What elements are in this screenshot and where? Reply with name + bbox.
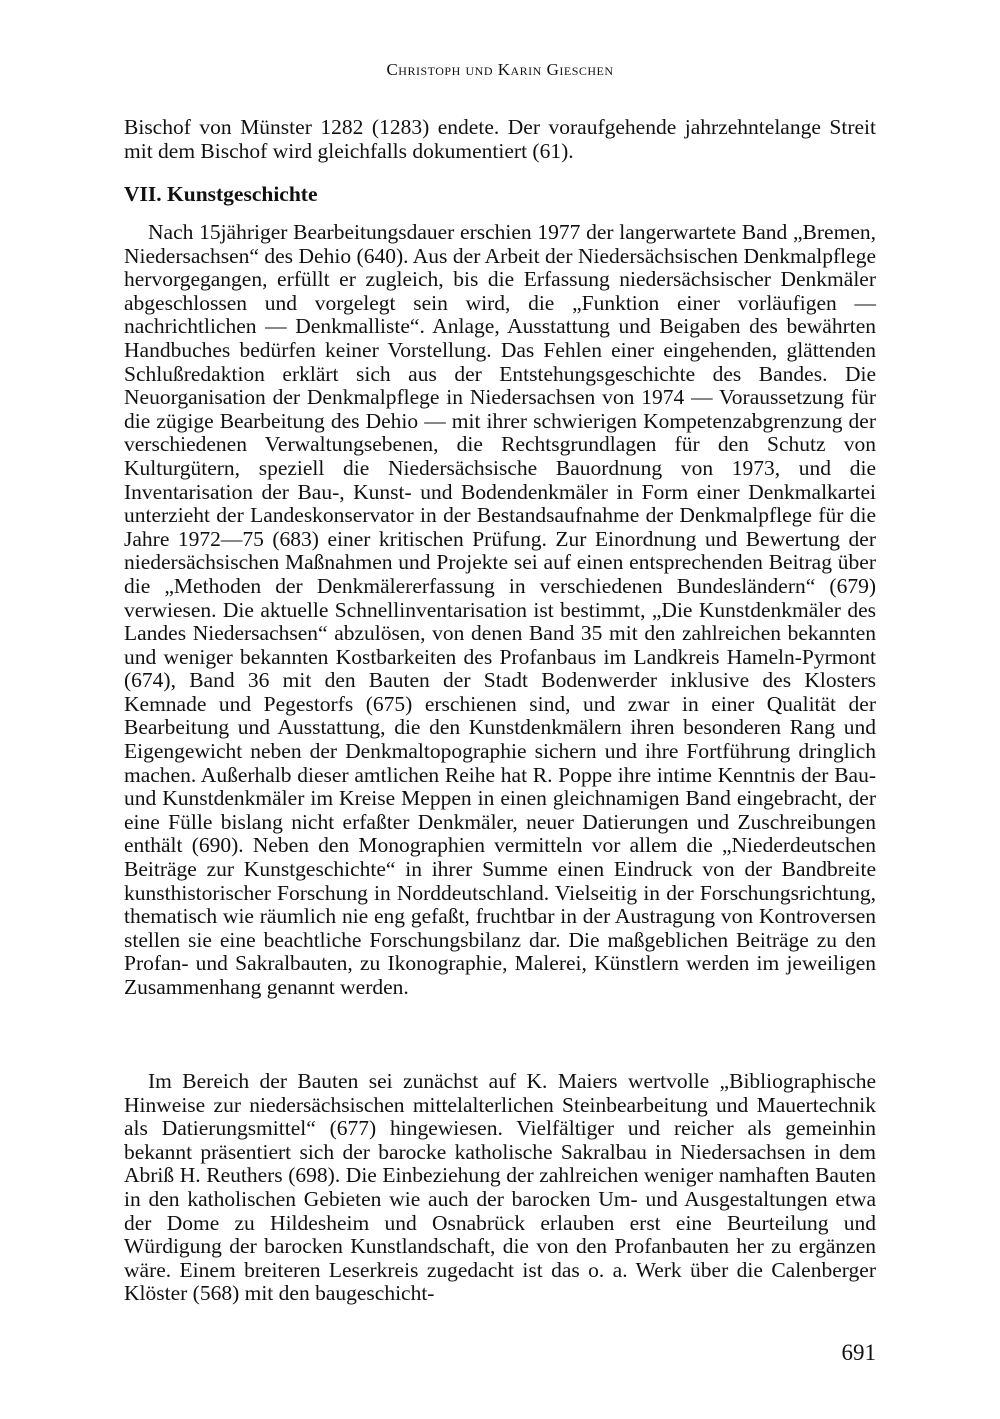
paragraph-1: Nach 15jähriger Bearbeitungsdauer erschien 1977 der langerwartete Band „Bremen, Niedersachsen“ des Dehio (640). Aus der Arbeit der Niedersächsischen Denkmalpflege hervorgegangen, erfüllt er zugleich, bis die Erfassung niedersächsischer Denkmäler abgeschlossen und vorgelegt sein wird, die „Funktion einer vorläufigen — nachrichtlichen — Denkmalliste“. Anlage, Ausstattung und Beigaben des bewährten Handbuches bedürfen keiner Vorstellung. Das Fehlen einer eingehenden, glättenden Schlußredaktion erklärt sich aus der Entstehungsgeschichte des Bandes. Die Neuorganisation der Denkmalpflege in Niedersachsen von 1974 — Voraussetzung für die zügige Bearbeitung des Dehio — mit ihrer schwierigen Kompetenzabgrenzung der verschiedenen Verwaltungsebenen, die Rechtsgrundlagen für den Schutz von Kulturgütern, speziell die Niedersächsische Bauordnung von 1973, und die Inventarisation der Bau-, Kunst- und Bodendenkmäler in Form einer Denkmalkartei unterzieht der Landeskonservator in der Bestandsaufnahme der Denkmalpflege für die Jahre 1972—75 (683) einer kritischen Prüfung. Zur Einordnung und Bewertung der niedersächsischen Maßnahmen und Projekte sei auf einen entsprechenden Beitrag über die „Methoden der Denkmälererfassung in verschiedenen Bundesländern“ (679) verwiesen. Die aktuelle Schnellinventarisation ist bestimmt, „Die Kunstdenkmäler des Landes Niedersachsen“ abzulösen, von denen Band 35 mit den zahlreichen bekannten und weniger bekannten Kostbarkeiten des Profanbaus im Landkreis Hameln-Pyrmont (674), Band 36 mit den Bauten der Stadt Bodenwerder inklusive des Klosters Kemnade und Pegestorfs (675) erschienen sind, und zwar in einer Qualität der Bearbeitung und Ausstattung, die den Kunstdenkmälern ihren besonderen Rang und Eigengewicht neben der Denkmaltopographie sichern und ihre Fortführung dringlich machen. Außerhalb dieser amtlichen Reihe hat R. Poppe ihre intime Kenntnis der Bau- und Kunstdenkmäler im Kreise Meppen in einen gleichnamigen Band eingebracht, der eine Fülle bislang nicht erfaßter Denkmäler, neuer Datierungen und Zuschreibungen enthält (690). Neben den Monographien vermitteln vor allem die „Niederdeutschen Beiträge zur Kunstgeschichte“ in ihrer Summe einen Eindruck von der Bandbreite kunsthistorischer Forschung in Norddeutschland. Vielseitig in der Forschungsrichtung, thematisch wie räumlich nie eng gefaßt, fruchtbar in der Austragung von Kontroversen stellen sie eine beachtliche Forschungsbilanz dar. Die maßgeblichen Beiträge zu den Profan- und Sakralbauten, zu Ikonographie, Malerei, Künstlern werden im jeweiligen Zusammenhang genannt werden. (124, 220, 876, 999)
section-heading: VII. Kunstgeschichte (124, 182, 318, 206)
page-number: 691 (841, 1340, 876, 1365)
paragraph-block-1 (124, 221, 876, 1000)
paragraph-block-2 (124, 1070, 876, 1306)
intro-paragraph-block (124, 116, 876, 163)
running-head: Christoph und Karin Gieschen (386, 60, 614, 79)
paragraph-2: Im Bereich der Bauten sei zunächst auf K. Maiers wertvolle „Bibliographische Hinweise zur niedersächsischen mittelalterlichen Steinbearbeitung und Mauertechnik als Datierungsmittel“ (677) hingewiesen. Vielfältiger und reicher als gemeinhin bekannt präsentiert sich der barocke katholische Sakralbau in Niedersachsen in dem Abriß H. Reuthers (698). Die Einbeziehung der zahlreichen weniger namhaften Bauten in den katholischen Gebieten wie auch der barocken Um- und Ausgestaltungen etwa der Dome zu Hildesheim und Osnabrück erlauben erst eine Beurteilung und Würdigung der barocken Kunstlandschaft, die von den Profanbauten her zu ergänzen wäre. Einem breiteren Leserkreis zugedacht ist das o. a. Werk über die Calenberger Klöster (568) mit den baugeschicht- (124, 1069, 876, 1306)
intro-paragraph: Bischof von Münster 1282 (1283) endete. Der voraufgehende jahrzehntelange Streit mit dem Bischof wird gleichfalls dokumentiert (61). (124, 115, 876, 163)
